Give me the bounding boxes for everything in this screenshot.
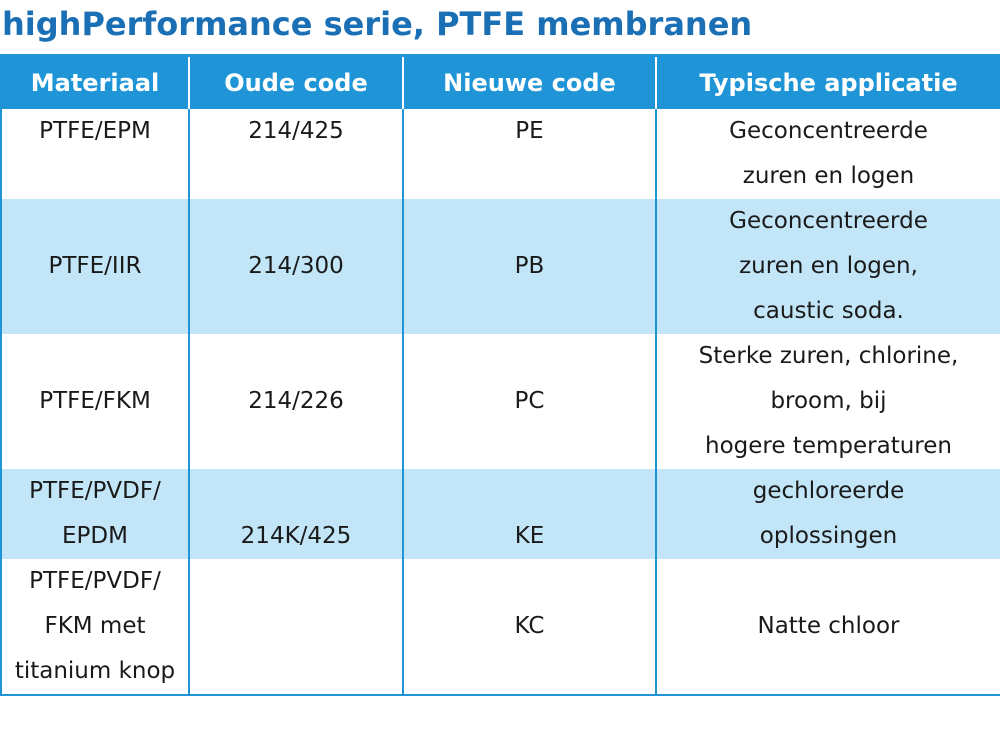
cell-text: Geconcentreerde <box>729 208 928 234</box>
cell-text: PTFE/IIR <box>48 253 142 279</box>
cell-text: broom, bij <box>770 388 887 414</box>
cell-materiaal <box>1 559 189 695</box>
cell-applicatie <box>656 199 1000 334</box>
cell-applicatie <box>656 559 1000 695</box>
cell-nieuwe-code: PC <box>403 334 656 469</box>
cell-text: gechloreerde <box>752 478 905 504</box>
cell-text: EPDM <box>62 523 128 549</box>
cell-materiaal <box>1 334 189 469</box>
membrane-table <box>0 57 1000 696</box>
header-oude-code: Oude code <box>189 57 403 109</box>
cell-text: oplossingen <box>759 523 898 549</box>
cell-text: hogere temperaturen <box>705 433 952 459</box>
page-title: highPerformance serie, PTFE membranen <box>2 5 753 43</box>
cell-text: caustic soda. <box>753 298 904 324</box>
cell-text: PTFE/FKM <box>39 388 151 414</box>
table-row <box>1 199 1000 334</box>
cell-materiaal <box>1 109 189 199</box>
table-row <box>1 559 1000 695</box>
cell-applicatie <box>656 469 1000 559</box>
cell-text: zuren en logen <box>742 163 915 189</box>
cell-text: PTFE/EPM <box>39 118 151 144</box>
cell-text: PTFE/PVDF/ <box>29 478 161 504</box>
cell-oude-code: 214/425 <box>189 109 403 199</box>
cell-text: titanium knop <box>14 658 176 684</box>
cell-nieuwe-code: PB <box>403 199 656 334</box>
cell-materiaal <box>1 199 189 334</box>
cell-nieuwe-code: KC <box>403 559 656 695</box>
cell-materiaal <box>1 469 189 559</box>
table-row <box>1 334 1000 469</box>
cell-text: PTFE/PVDF/ <box>29 568 161 594</box>
cell-applicatie <box>656 334 1000 469</box>
header-nieuwe-code: Nieuwe code <box>403 57 656 109</box>
cell-text: Sterke zuren, chlorine, <box>698 343 959 369</box>
table-row <box>1 109 1000 199</box>
cell-text: FKM met <box>44 613 146 639</box>
cell-text: zuren en logen, <box>739 253 918 279</box>
cell-nieuwe-code: KE <box>403 469 656 559</box>
cell-oude-code: 214/226 <box>189 334 403 469</box>
cell-text: Natte chloor <box>757 613 900 639</box>
cell-oude-code: 214K/425 <box>189 469 403 559</box>
cell-oude-code <box>189 559 403 695</box>
table-row <box>1 469 1000 559</box>
header-typische-applicatie: Typische applicatie <box>656 57 1000 109</box>
cell-nieuwe-code: PE <box>403 109 656 199</box>
cell-oude-code: 214/300 <box>189 199 403 334</box>
cell-text: Geconcentreerde <box>729 118 928 144</box>
table-header-row <box>1 57 1000 109</box>
cell-applicatie <box>656 109 1000 199</box>
header-materiaal: Materiaal <box>1 57 189 109</box>
